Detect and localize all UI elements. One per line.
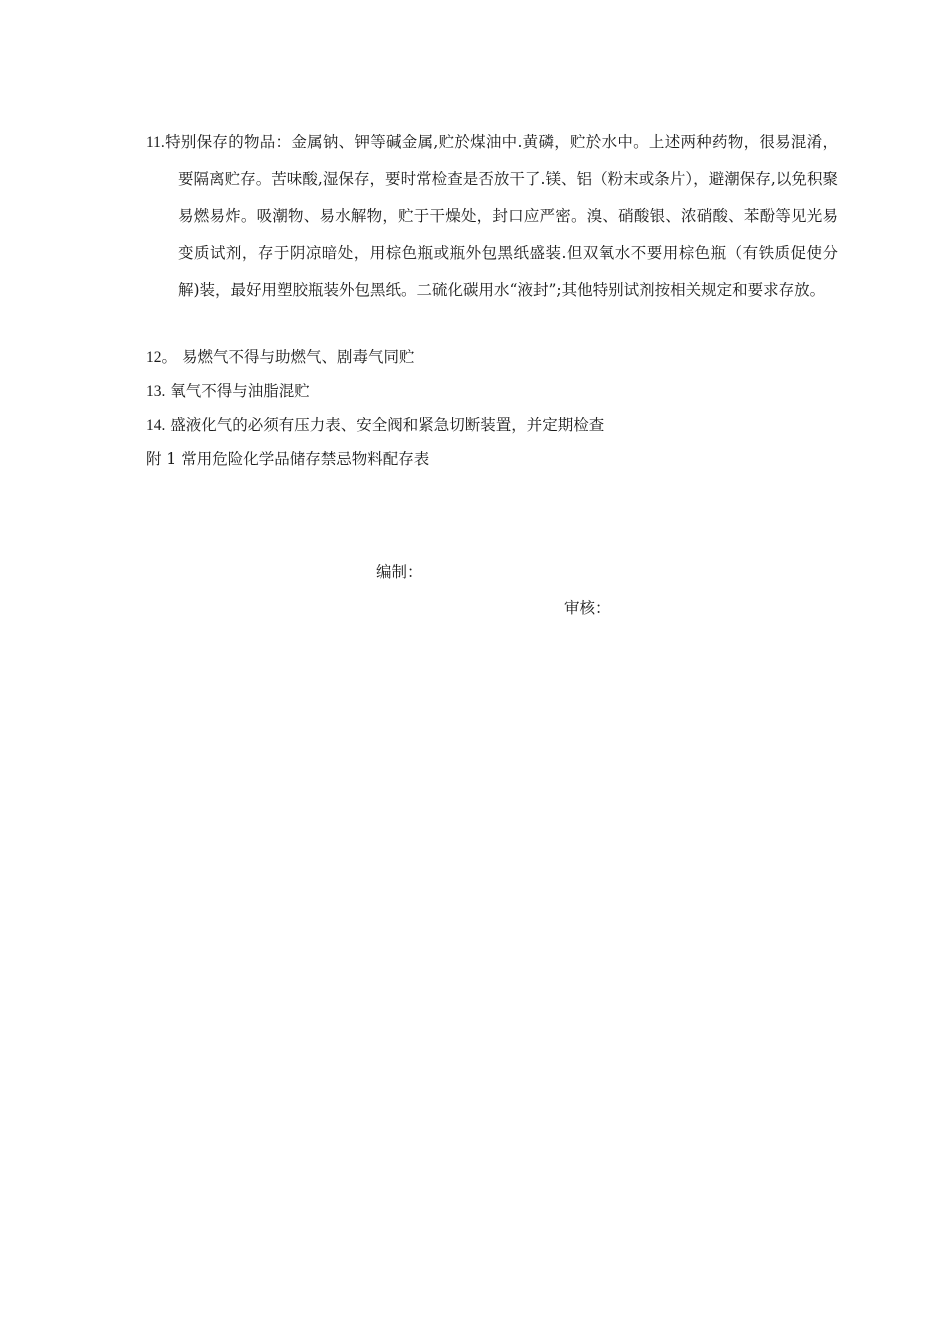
item-12-number: 12。 [146, 349, 178, 366]
item-13-line [146, 380, 310, 403]
item-12-line [146, 346, 414, 369]
item-14-number: 14. [146, 417, 166, 434]
item-14-text: 盛液化气的必须有压力表、安全阀和紧急切断装置，并定期检查 [165, 416, 605, 434]
item-11-paragraph [146, 124, 838, 309]
item-13-number: 13. [146, 383, 166, 400]
item-14-line [146, 414, 604, 437]
item-13-text: 氧气不得与油脂混贮 [165, 382, 310, 400]
reviewed-by-label: 审核： [564, 599, 611, 617]
compiled-by-label: 编制： [376, 563, 423, 581]
item-11-text: 特别保存的物品：金属钠、钾等碱金属,贮於煤油中.黄磷，贮於水中。上述两种药物，很易混淆，要隔离贮存。苦味酸,湿保存，要时常检查是否放干了.镁、铝（粉末或条片），避潮保存,以免积聚易燃易炸。吸潮物、易水解物，贮于干燥处，封口应严密。溴、硝酸银、浓硝酸、苯酚等见光易变质试剂，存于阴凉暗处，用棕色瓶或瓶外包黑纸盛装.但双氧水不要用棕色瓶（有铁质促使分解)装，最好用塑胶瓶装外包黑纸。二硫化碳用水“液封”;其他特别试剂按相关规定和要求存放。 [164, 133, 838, 299]
item-11-number: 11. [146, 134, 165, 151]
item-12-text: 易燃气不得与助燃气、剧毒气同贮 [177, 348, 415, 366]
attachment-title: 附 1 常用危险化学品储存禁忌物料配存表 [146, 450, 430, 468]
